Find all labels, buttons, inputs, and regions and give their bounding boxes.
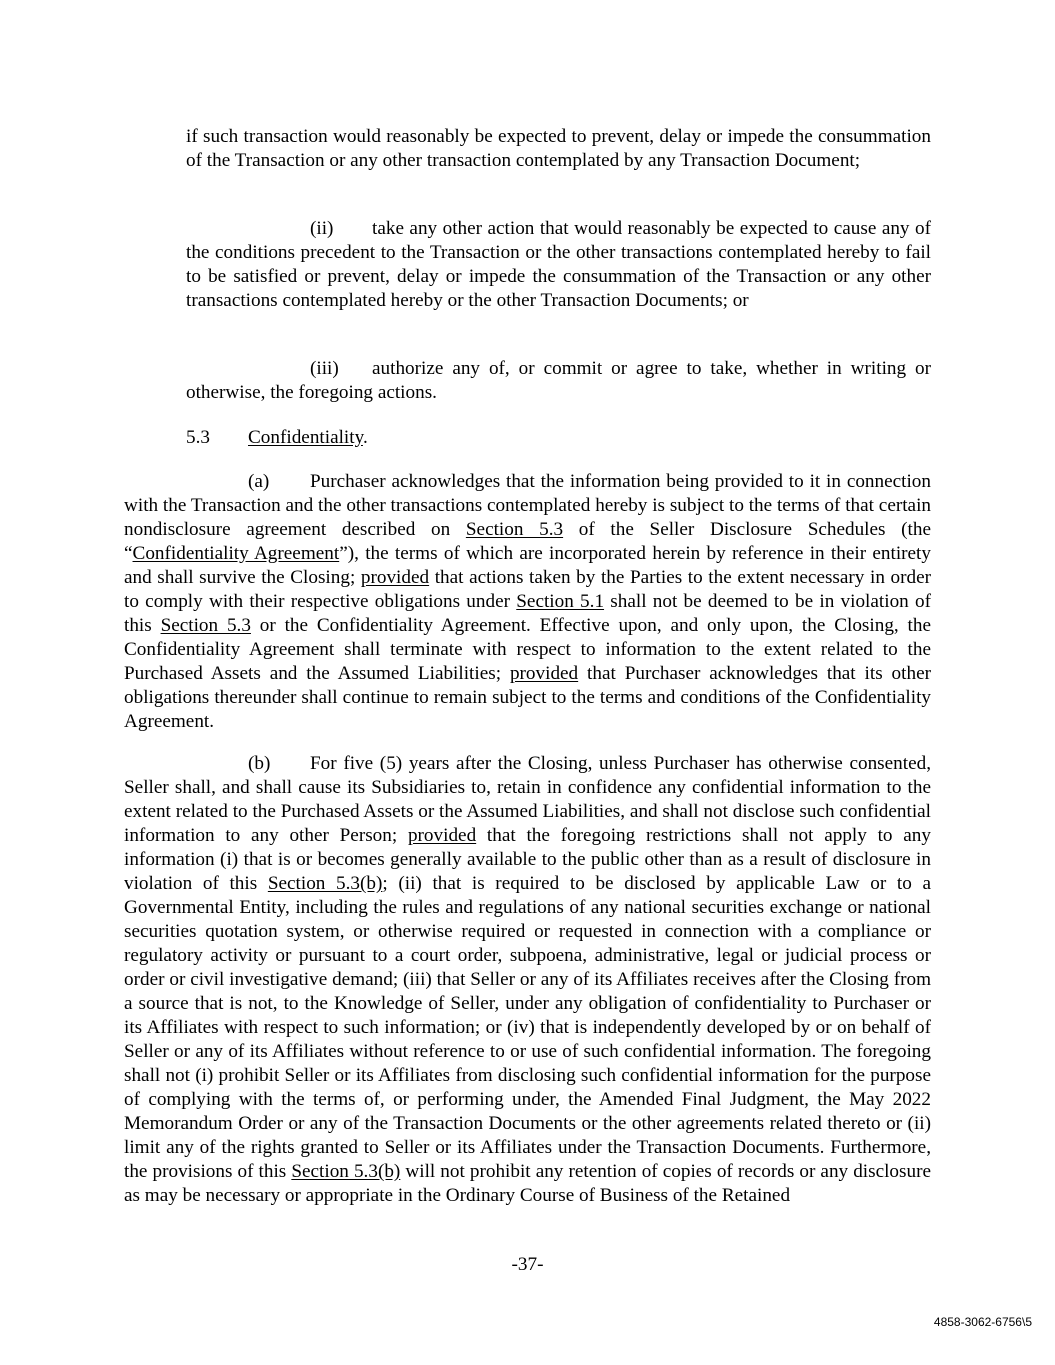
defined-term: Confidentiality Agreement	[132, 543, 340, 564]
page-number: -37-	[511, 1254, 544, 1275]
paragraph-a-text-1: Purchaser acknowledges that the information being provided to it in connection with the Transaction and the other transactions contemplated hereby is subject to the terms of that certain nondisclosure agreement described on	[124, 471, 931, 540]
section-title-suffix: .	[362, 427, 368, 448]
section-reference: Section 5.1	[516, 591, 605, 612]
paragraph-b-text-3: ; (ii) that is required to be disclosed by applicable Law or to a Governmental Entity, including the rules and regulations of any national securities exchange or national securities quotation system, or otherwise required or requested in connection with a compliance or regulatory activity or pursuant to a court order, subpoena, administrative, legal or judicial process or order or civil investigative demand; (iii) that Seller or any of its Affiliates receives after the Closing from a source that is not, to the Knowledge of Seller, under any obligation of confidentiality to Purchaser or its Affiliates with respect to such information; or (iv) that is independently developed by or on behalf of Seller or any of its Affiliates without reference to or use of such confidential information. The foregoing shall not (i) prohibit Seller or its Affiliates from disclosing such confidential information for the purpose of complying with the terms of, or performing under, the Amended Final Judgment, the May 2022 Memorandum Order or any of the Transaction Documents or the other agreements related thereto or (ii) limit any of the rights granted to Seller or its Affiliates under the Transaction Documents. Furthermore, the provisions of this	[124, 873, 931, 1182]
paragraph-a-text-4: that actions taken by the Parties to the extent necessary in order to comply with their respective obligations under	[124, 567, 931, 612]
clause-ii	[186, 217, 931, 313]
paragraph-b	[124, 752, 931, 1208]
paragraph-a-text-3: ”), the terms of which are incorporated herein by reference in their entirety and shall survive the Closing;	[124, 543, 931, 588]
clause-ii-text: take any other action that would reasonably be expected to cause any of the conditions precedent to the Transaction or the other transactions contemplated hereby to fail to be satisfied or prevent, delay or impede the consummation of the Transaction or any other transactions contemplated hereby or the other Transaction Documents; or	[186, 218, 931, 311]
proviso-term: provided	[509, 663, 579, 684]
paragraph-a-text-6: or the Confidentiality Agreement. Effective upon, and only upon, the Closing, the Confidentiality Agreement shall terminate with respect to information to the extent related to the Purchased Assets and the Assumed Liabilities;	[124, 615, 931, 684]
clause-ii-label: (ii)	[310, 218, 334, 239]
section-reference: Section 5.3	[160, 615, 251, 636]
clause-iii	[186, 357, 931, 405]
paragraph-a-text-2: of the Seller Disclosure Schedules (the “	[124, 519, 931, 564]
section-number: 5.3	[186, 427, 210, 448]
paragraph-b-text-4: will not prohibit any retention of copies of records or any disclosure as may be necessary or appropriate in the Ordinary Course of Business of the Retained	[124, 1161, 931, 1206]
paragraph-a-text-5: shall not be deemed to be in violation of this	[124, 591, 931, 636]
paragraph-b-label: (b)	[248, 753, 271, 774]
paragraph-a	[124, 470, 931, 734]
paragraph-b-text-2: that the foregoing restrictions shall not apply to any information (i) that is or becomes generally available to the public other than as a result of disclosure in violation of this	[124, 825, 931, 894]
section-reference: Section 5.3(b)	[267, 873, 383, 894]
paragraph-b-text-1: For five (5) years after the Closing, unless Purchaser has otherwise consented, Seller shall, and shall cause its Subsidiaries to, retain in confidence any confidential information to the extent related to the Purchased Assets or the Assumed Liabilities, and shall not disclose such confidential information to any other Person;	[124, 753, 931, 846]
paragraph-a-text-7: that Purchaser acknowledges that its other obligations thereunder shall continue to remain subject to the terms and conditions of the Confidentiality Agreement.	[124, 663, 931, 732]
paragraph-a-label: (a)	[248, 471, 270, 492]
clause-iii-label: (iii)	[310, 358, 339, 379]
document-id: 4858-3062-6756\5	[933, 1315, 1032, 1329]
proviso-term: provided	[407, 825, 477, 846]
proviso-term: provided	[360, 567, 430, 588]
section-title: Confidentiality	[248, 427, 363, 448]
continuation-paragraph: if such transaction would reasonably be expected to prevent, delay or impede the consummation of the Transaction or any other transaction contemplated by any Transaction Document;	[186, 126, 931, 171]
section-reference: Section 5.3	[465, 519, 564, 540]
clause-iii-text: authorize any of, or commit or agree to take, whether in writing or otherwise, the foregoing actions.	[186, 358, 931, 403]
section-heading	[186, 426, 931, 450]
section-reference: Section 5.3(b)	[291, 1161, 401, 1182]
